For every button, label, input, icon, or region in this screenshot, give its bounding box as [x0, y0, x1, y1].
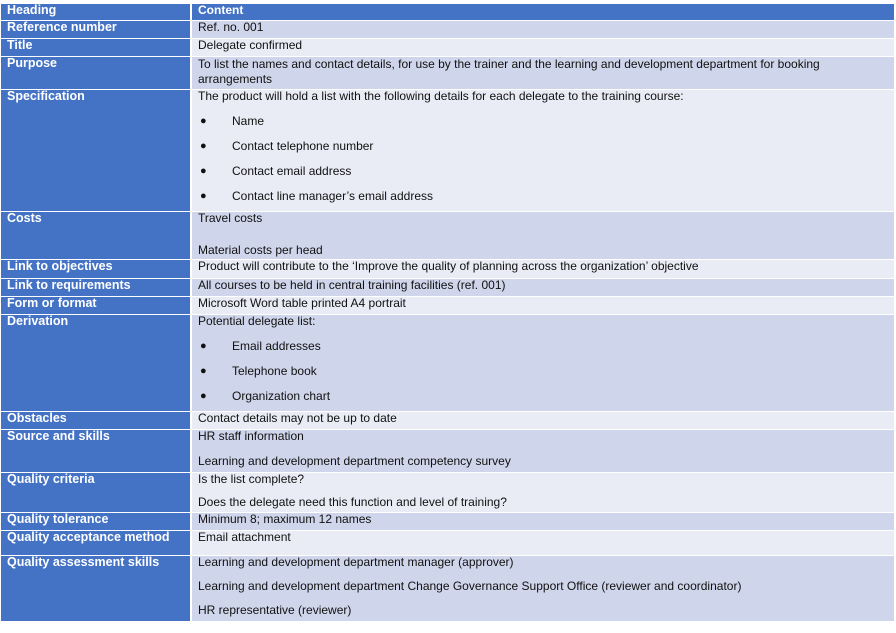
row-label: Reference number [1, 21, 192, 39]
table-header-row [1, 4, 894, 21]
bullet-icon: ● [200, 365, 207, 377]
row-label: Form or format [1, 297, 192, 315]
row-label: Source and skills [1, 430, 192, 473]
row-label: Costs [1, 212, 192, 260]
row-value [192, 473, 894, 513]
spec-intro: The product will hold a list with the following details for each delegate to the training course: [198, 90, 684, 103]
row-value [192, 212, 894, 260]
row-line: Learning and development department Change Governance Support Office (reviewer and coordinator) [198, 579, 742, 593]
table-row [1, 260, 894, 279]
table-row [1, 430, 894, 473]
bullet-icon: ● [200, 115, 207, 127]
row-value [192, 315, 894, 412]
row-value: Ref. no. 001 [192, 21, 894, 39]
row-value: All courses to be held in central training facilities (ref. 001) [192, 279, 894, 297]
row-label: Obstacles [1, 412, 192, 430]
table-row [1, 412, 894, 430]
heading-column-header: Heading [1, 4, 192, 21]
table-row [1, 556, 894, 622]
list-item: ● Email addresses [200, 339, 321, 353]
row-value: Delegate confirmed [192, 39, 894, 57]
list-item: ● Contact telephone number [200, 139, 374, 153]
table-row [1, 297, 894, 315]
list-item: ● Contact line manager’s email address [200, 189, 433, 203]
row-value: To list the names and contact details, for use by the trainer and the learning and development department for booking arrangements [192, 57, 894, 90]
row-label: Link to requirements [1, 279, 192, 297]
row-line: Is the list complete? [198, 473, 305, 486]
row-value [192, 556, 894, 622]
list-item: ● Organization chart [200, 389, 331, 403]
list-item: ● Name [200, 114, 265, 128]
table-row [1, 90, 894, 212]
table-row [1, 513, 894, 531]
row-line: Material costs per head [198, 243, 323, 257]
row-value: Microsoft Word table printed A4 portrait [192, 297, 894, 315]
row-line: HR representative (reviewer) [198, 603, 352, 617]
row-label: Title [1, 39, 192, 57]
row-value [192, 90, 894, 212]
table-row [1, 212, 894, 260]
table-row [1, 315, 894, 412]
row-label: Specification [1, 90, 192, 212]
row-line: HR staff information [198, 430, 304, 443]
bullet-icon: ● [200, 390, 207, 402]
bullet-icon: ● [200, 340, 207, 352]
table-row [1, 57, 894, 90]
row-label: Purpose [1, 57, 192, 90]
table-row [1, 279, 894, 297]
row-value: Email attachment [192, 531, 894, 556]
row-label: Derivation [1, 315, 192, 412]
list-item: ● Contact email address [200, 164, 352, 178]
bullet-icon: ● [200, 190, 207, 202]
row-value [192, 430, 894, 473]
bullet-icon: ● [200, 165, 207, 177]
row-value: Minimum 8; maximum 12 names [192, 513, 894, 531]
table-row [1, 39, 894, 57]
row-line: Does the delegate need this function and level of training? [198, 495, 507, 509]
row-label: Quality criteria [1, 473, 192, 513]
list-item: ● Telephone book [200, 364, 317, 378]
row-label: Quality tolerance [1, 513, 192, 531]
row-label: Link to objectives [1, 260, 192, 279]
table-row [1, 473, 894, 513]
row-value: Contact details may not be up to date [192, 412, 894, 430]
row-line: Travel costs [198, 212, 263, 225]
row-line: Learning and development department manager (approver) [198, 556, 514, 569]
row-line: Learning and development department competency survey [198, 454, 511, 468]
table-row [1, 531, 894, 556]
row-value: Product will contribute to the ‘Improve the quality of planning across the organization’ objective [192, 260, 894, 279]
derivation-intro: Potential delegate list: [198, 315, 316, 328]
row-label: Quality assessment skills [1, 556, 192, 622]
row-label: Quality acceptance method [1, 531, 192, 556]
product-description-table [1, 4, 894, 622]
table-row [1, 21, 894, 39]
content-column-header: Content [192, 4, 894, 21]
bullet-icon: ● [200, 140, 207, 152]
